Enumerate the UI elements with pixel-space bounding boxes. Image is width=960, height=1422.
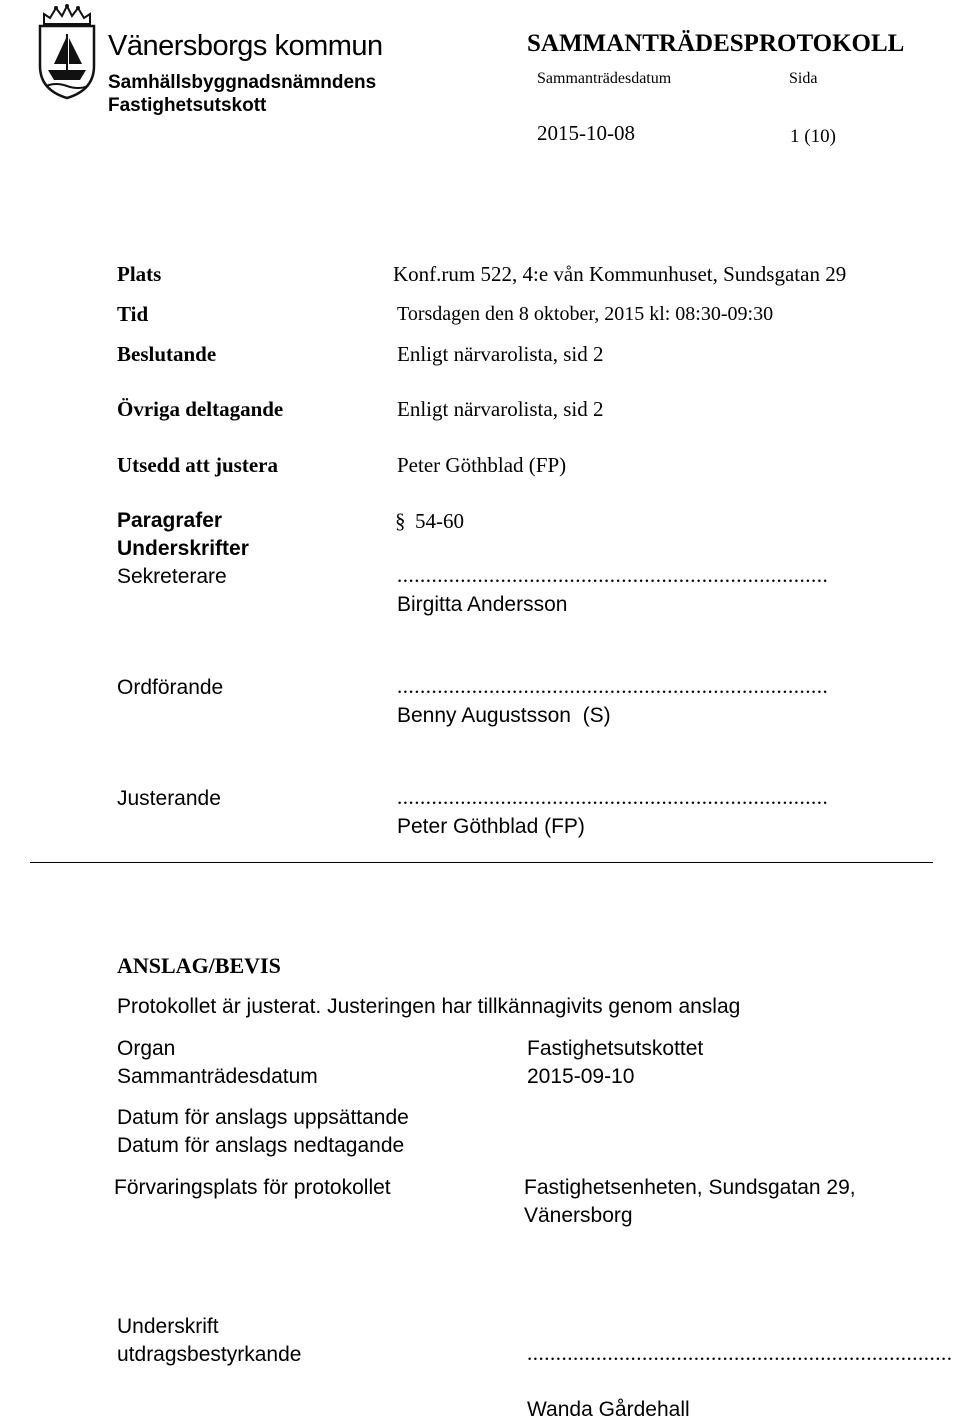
municipality-name: Vänersborgs kommun [108,30,383,62]
organ-value: Fastighetsutskottet [527,1037,704,1060]
justerande-name: Peter Göthblad (FP) [397,815,585,838]
utdrag-signature-line: .......................................................................... [527,1341,953,1365]
ordforande-name: Benny Augustsson (S) [397,704,611,727]
underskrift-label-line1: Underskrift [117,1315,219,1338]
plats-label: Plats [117,262,162,286]
paragrafer-label: Paragrafer [117,509,223,532]
utdrag-signer-name: Wanda Gårdehall [527,1398,690,1421]
justerande-label: Justerande [117,787,221,810]
organ-label: Organ [117,1037,176,1060]
ordforande-label: Ordförande [117,676,224,699]
utsedd-att-justera-label: Utsedd att justera [117,453,278,477]
meeting-date-value: 2015-10-08 [537,121,635,145]
sekreterare-name: Birgitta Andersson [397,593,568,616]
anslag-heading: ANSLAG/BEVIS [117,953,281,978]
underskrift-label-line2: utdragsbestyrkande [117,1343,302,1366]
ovriga-deltagande-value: Enligt närvarolista, sid 2 [397,397,604,421]
tid-label: Tid [117,302,149,326]
paragraph-sign: § [395,509,406,533]
document-title: SAMMANTRÄDESPROTOKOLL [527,30,905,57]
meeting-date-label: Sammanträdesdatum [537,70,672,87]
anslag-sammantradesdatum-value: 2015-09-10 [527,1065,635,1088]
utsedd-att-justera-value: Peter Göthblad (FP) [397,453,567,477]
sekreterare-label: Sekreterare [117,565,227,588]
plats-value: Konf.rum 522, 4:e vån Kommunhuset, Sundsgatan 29 [393,262,847,286]
justerande-signature-line: ........................................................................... [397,785,829,809]
page-number: 1 (10) [790,126,836,147]
anslag-statement: Protokollet är justerat. Justeringen har tillkännagivits genom anslag [117,995,741,1018]
anslag-sammantradesdatum-label: Sammanträdesdatum [117,1065,318,1088]
ovriga-deltagande-label: Övriga deltagande [117,397,284,421]
forvaringsplats-value-line2: Vänersborg [524,1204,633,1227]
committee-name-line1: Samhällsbyggnadsnämndens [108,72,377,93]
paragrafer-value: 54-60 [415,509,464,533]
municipality-crest [36,4,98,100]
sekreterare-signature-line: ........................................................................... [397,563,829,587]
tid-value: Torsdagen den 8 oktober, 2015 kl: 08:30-09:30 [397,303,774,325]
page-label: Sida [789,70,818,87]
forvaringsplats-value-line1: Fastighetsenheten, Sundsgatan 29, [524,1176,856,1199]
forvaringsplats-label: Förvaringsplats för protokollet [114,1176,391,1199]
beslutande-label: Beslutande [117,342,217,366]
underskrifter-heading: Underskrifter [117,537,249,560]
crest-icon [36,4,98,100]
section-divider [30,862,933,863]
uppsattande-label: Datum för anslags uppsättande [117,1106,409,1129]
ordforande-signature-line: ........................................................................... [397,674,829,698]
committee-name-line2: Fastighetsutskott [108,95,267,116]
beslutande-value: Enligt närvarolista, sid 2 [397,342,604,366]
nedtagande-label: Datum för anslags nedtagande [117,1134,405,1157]
